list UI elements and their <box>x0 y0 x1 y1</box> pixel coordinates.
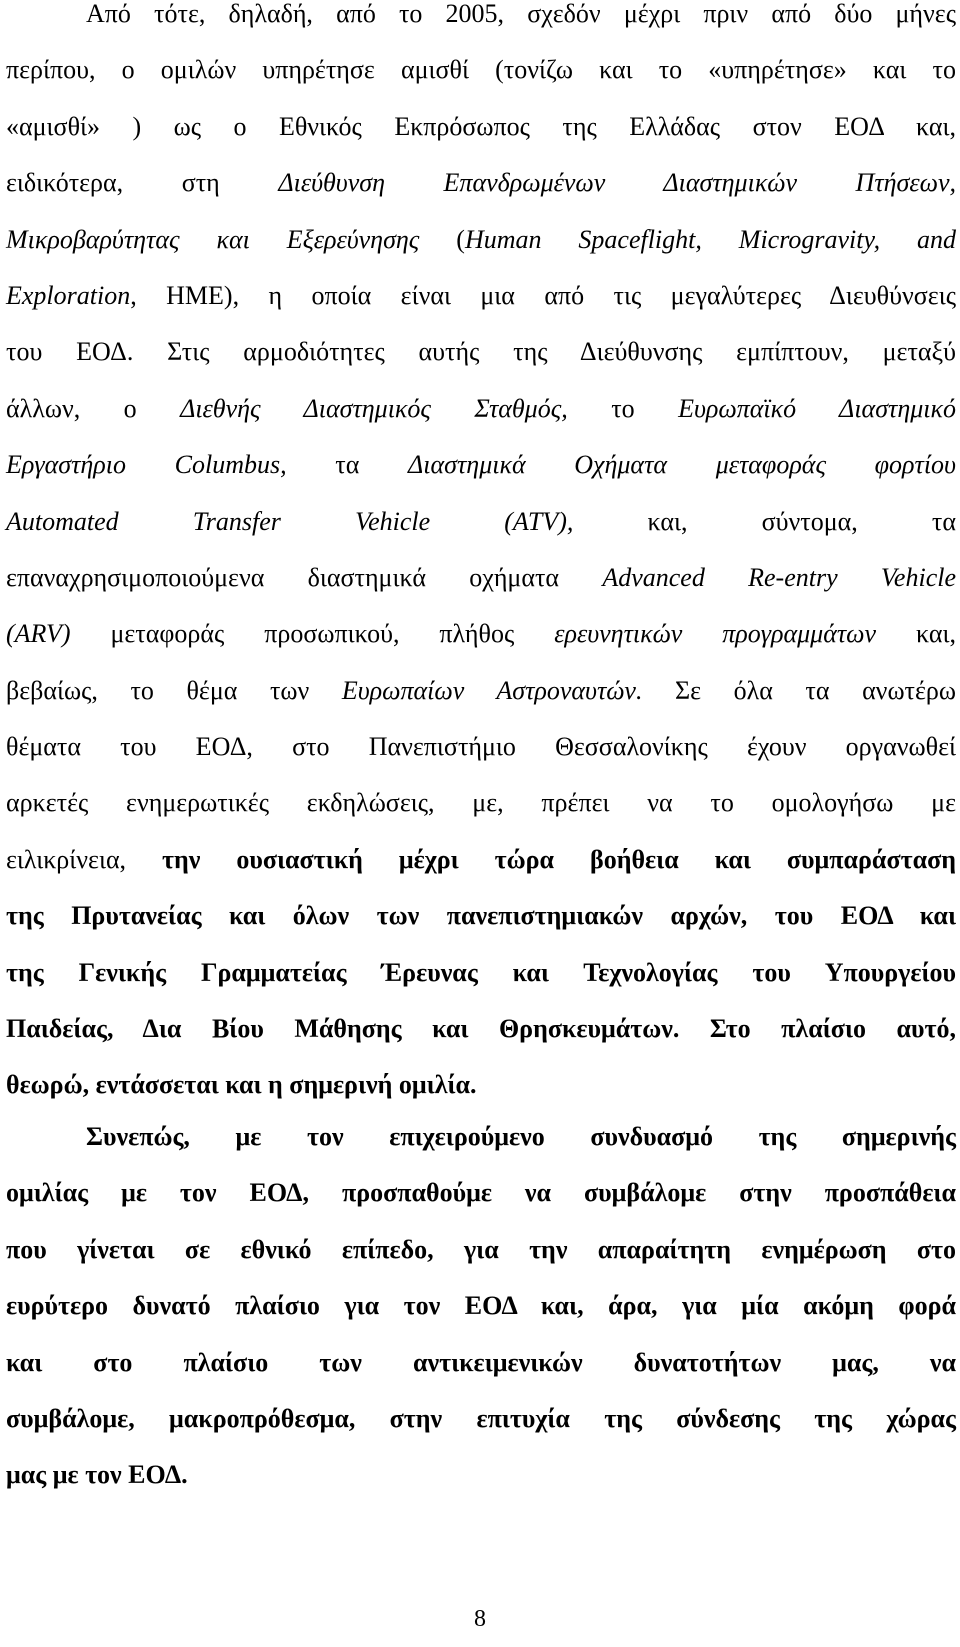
text-line <box>6 324 956 380</box>
text-line <box>6 0 956 42</box>
text-line <box>6 437 956 493</box>
text-line <box>6 1109 956 1165</box>
text-run: ευρύτερο δυνατό πλαίσιο για τον ΕΟΔ και, άρα, για μία ακόμη φορά <box>6 1291 956 1321</box>
text-run: επαναχρησιμοποιούμενα διαστημικά οχήματα <box>6 562 603 592</box>
text-run: Advanced Re-entry Vehicle <box>602 562 956 592</box>
text-run: ομιλίας με τον ΕΟΔ, προσπαθούμε να συμβάλομε στην προσπάθεια <box>6 1178 956 1208</box>
text-run: Συνεπώς, με τον επιχειρούμενο συνδυασμό της σημερινής <box>86 1122 956 1151</box>
text-run: (ARV) <box>6 619 71 649</box>
text-run: , HME), η οποία είναι μια από τις μεγαλύτερες Διευθύνσεις <box>130 280 956 310</box>
text-line <box>6 268 956 324</box>
text-line <box>6 832 956 888</box>
text-line <box>6 42 956 98</box>
text-run: Διαστημικά Οχήματα μεταφοράς φορτίου <box>408 450 956 480</box>
text-run: ειλικρίνεια, <box>6 844 163 874</box>
text-line <box>6 888 956 944</box>
text-run: την ουσιαστική μέχρι τώρα βοήθεια και συμπαράσταση <box>162 844 956 874</box>
paragraph-eod-role <box>6 0 956 1114</box>
text-run: Διεθνής Διαστημικός Σταθμός, <box>180 393 568 423</box>
text-line <box>6 1447 956 1503</box>
text-line <box>6 381 956 437</box>
text-line <box>6 212 956 268</box>
text-run: μεταφοράς προσωπικού, πλήθος <box>70 619 555 649</box>
text-run: το <box>567 393 679 423</box>
text-line <box>6 945 956 1001</box>
text-line <box>6 775 956 831</box>
text-line <box>6 663 956 719</box>
text-line <box>6 494 956 550</box>
text-line <box>6 1057 956 1113</box>
text-run: Εργαστήριο Columbus, <box>6 450 287 480</box>
text-run: μας με τον ΕΟΔ. <box>6 1460 188 1490</box>
text-run: αρκετές ενημερωτικές εκδηλώσεις, με, πρέπει να το ομολογήσω με <box>6 788 956 818</box>
text-line <box>6 606 956 662</box>
text-run: Διεύθυνση Επανδρωμένων Διαστημικών Πτήσεων, <box>278 168 957 198</box>
text-run: θέματα του ΕΟΔ, στο Πανεπιστήμιο Θεσσαλονίκης έχουν οργανωθεί <box>6 732 956 762</box>
text-line <box>6 1222 956 1278</box>
text-run: και, <box>876 619 956 649</box>
text-run: και, σύντομα, τα <box>573 506 956 536</box>
text-line <box>6 1278 956 1334</box>
text-run: βεβαίως, το θέμα των <box>6 675 342 705</box>
text-run: του ΕΟΔ. Στις αρμοδιότητες αυτής της Διεύθυνσης εμπίπτουν, μεταξύ <box>6 337 956 367</box>
text-run: τα <box>286 450 409 480</box>
text-line <box>6 1165 956 1221</box>
text-run: συμβάλομε, μακροπρόθεσμα, στην επιτυχία της σύνδεσης της χώρας <box>6 1403 956 1433</box>
text-run: ειδικότερα, στη <box>6 168 279 198</box>
text-run: θεωρώ, εντάσσεται και η σημερινή ομιλία. <box>6 1070 477 1100</box>
text-line <box>6 550 956 606</box>
text-run: Ευρωπαϊκό Διαστημικό <box>678 393 956 423</box>
text-run: ερευνητικών προγραμμάτων <box>554 619 877 649</box>
text-run: της Γενικής Γραμματείας Έρευνας και Τεχνολογίας του Υπουργείου <box>6 957 956 987</box>
text-run: που γίνεται σε εθνικό επίπεδο, για την απαραίτητη ενημέρωση στο <box>6 1234 956 1264</box>
text-line <box>6 1335 956 1391</box>
text-line <box>6 155 956 211</box>
text-run: Ευρωπαίων Αστροναυτών. <box>341 675 643 705</box>
text-run: Σε όλα τα ανωτέρω <box>642 675 957 705</box>
text-line <box>6 719 956 775</box>
text-run: Μικροβαρύτητας και Εξερεύνησης <box>6 224 420 254</box>
paragraph-conclusion <box>6 1109 956 1504</box>
text-line <box>6 1391 956 1447</box>
text-run: Από τότε, δηλαδή, από το 2005, σχεδόν μέχρι πριν από δύο μήνες <box>86 0 956 28</box>
text-run: και στο πλαίσιο των αντικειμενικών δυνατοτήτων μας, να <box>6 1347 956 1377</box>
text-run: Παιδείας, Δια Βίου Μάθησης και Θρησκευμάτων. Στο πλαίσιο αυτό, <box>6 1014 956 1044</box>
text-run: άλλων, ο <box>6 393 181 423</box>
text-run: ( <box>419 224 465 254</box>
text-line <box>6 1001 956 1057</box>
page-number: 8 <box>474 1606 486 1632</box>
text-run: «αμισθί» ) ως ο Εθνικός Εκπρόσωπος της Ελλάδας στον ΕΟΔ και, <box>6 111 956 141</box>
text-run: Automated Transfer Vehicle (ATV), <box>6 506 574 536</box>
text-run: Human Spaceflight, Microgravity, and <box>464 224 956 254</box>
text-line <box>6 99 956 155</box>
text-run: της Πρυτανείας και όλων των πανεπιστημιακών αρχών, του ΕΟΔ και <box>6 901 956 931</box>
text-run: Exploration <box>6 280 131 310</box>
text-run: περίπου, ο ομιλών υπηρέτησε αμισθί (τονίζω και το «υπηρέτησε» και το <box>6 55 956 85</box>
